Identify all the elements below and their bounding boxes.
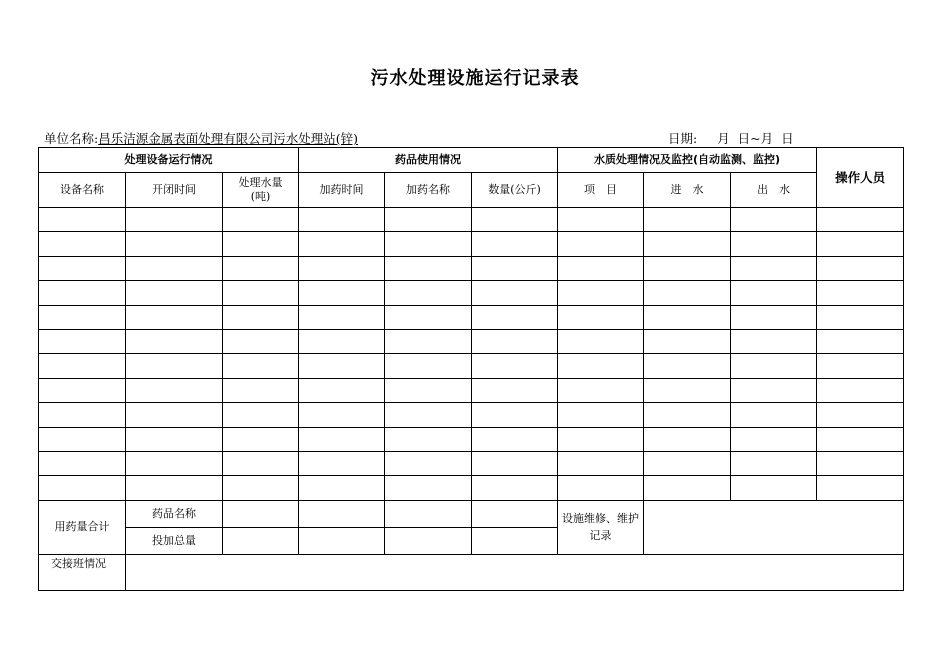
group-equipment-header: 处理设备运行情况 [39, 148, 299, 173]
date-label: 日期: [668, 131, 698, 146]
col-item: 项 目 [558, 173, 644, 208]
maintenance-label-line2: 记录 [589, 529, 612, 543]
handover-label: 交接班情况 [39, 554, 126, 590]
date-month-1: 月 [717, 131, 730, 146]
operator-header: 操作人员 [817, 148, 904, 208]
handover-field[interactable] [126, 554, 904, 590]
page-title: 污水处理设施运行记录表 [370, 68, 580, 89]
table-row [39, 451, 904, 475]
col-inflow: 进 水 [644, 173, 731, 208]
table-row [39, 329, 904, 353]
summary-label: 用药量合计 [39, 500, 126, 554]
date-day-2: 日 [781, 131, 794, 146]
table-row [39, 305, 904, 329]
maintenance-label [558, 500, 644, 554]
maintenance-label-line1: 设施维修、维护 [562, 512, 640, 526]
maintenance-record-field[interactable] [644, 500, 904, 554]
table-row [39, 232, 904, 256]
handover-row [39, 554, 904, 590]
date-line [668, 129, 892, 148]
table-row [39, 354, 904, 378]
summary-row-1 [39, 500, 904, 527]
date-fill [701, 129, 857, 148]
table-row [39, 208, 904, 232]
unit-line [44, 129, 358, 147]
header-row-columns [39, 173, 904, 208]
col-open-close-time: 开闭时间 [126, 173, 223, 208]
header-row-groups [39, 148, 904, 173]
col-outflow: 出 水 [731, 173, 817, 208]
date-month-2: 月 [760, 131, 774, 146]
col-treated-volume-unit: (吨) [250, 190, 271, 203]
col-equipment-name: 设备名称 [39, 173, 126, 208]
unit-value: 昌乐洁源金属表面处理有限公司污水处理站(锌) [98, 131, 358, 146]
col-chemical-name: 加药名称 [385, 173, 472, 208]
table-row [39, 378, 904, 402]
table-row [39, 427, 904, 451]
table-row [39, 256, 904, 280]
col-treated-volume-label: 处理水量 [238, 176, 283, 189]
record-table [38, 147, 904, 591]
summary-total-dose-label: 投加总量 [126, 527, 223, 554]
group-water-header: 水质处理情况及监控(自动监测、监控) [558, 148, 817, 173]
table-row [39, 403, 904, 427]
date-day-1: 日~ [737, 131, 761, 146]
table-row [39, 476, 904, 500]
group-chemicals-header: 药品使用情况 [299, 148, 558, 173]
col-quantity: 数量(公斤) [472, 173, 558, 208]
table-row [39, 281, 904, 305]
col-treated-volume [223, 173, 299, 208]
summary-chemical-name-label: 药品名称 [126, 500, 223, 527]
unit-label: 单位名称: [44, 131, 99, 146]
col-dosing-time: 加药时间 [299, 173, 385, 208]
